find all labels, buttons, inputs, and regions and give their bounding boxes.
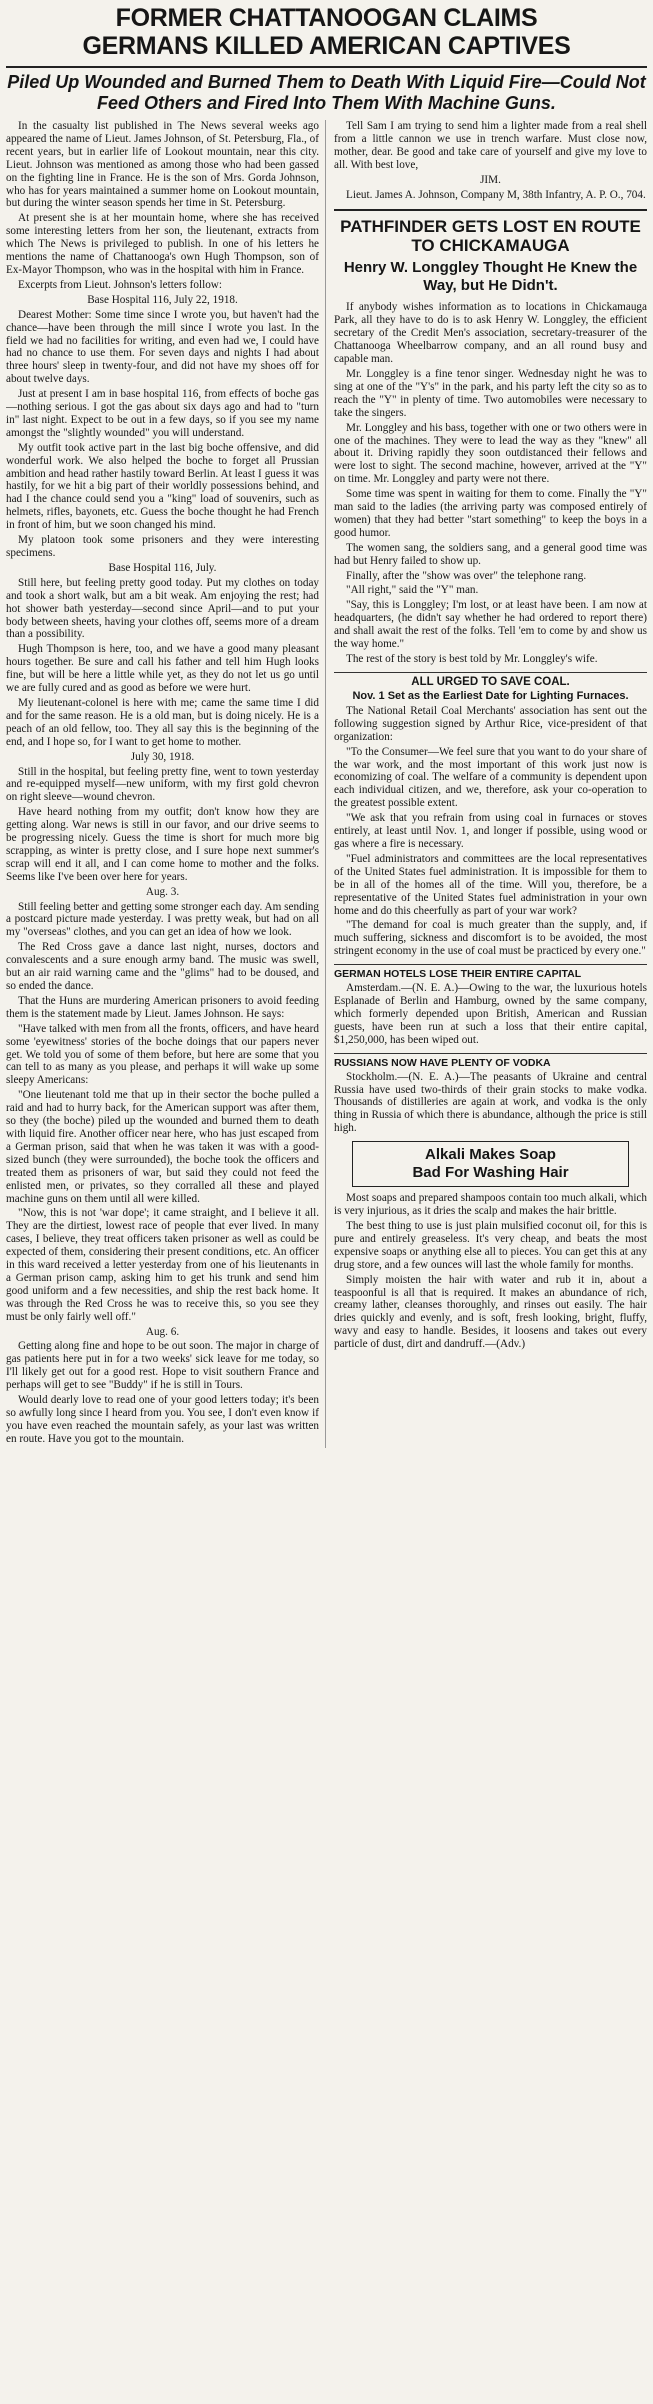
left-paragraph: "One lieutenant told me that up in their sector the boche pulled a raid and had to hurry back, for the American support was after them, so they (the boche) piled up the wounded and burned them to death with liquid fire. Another officer near here, who has just escaped from a German prison, said that when he was taken it was with a good-sized bunch (they were surrounded), the boche took the officers and treated them as prisoners of war, but said they could not feed the enlisted men, or privates, so they corralled all these and played machine guns on them until all were killed. [6,1089,319,1205]
coal-paragraph: "We ask that you refrain from using coal in furnaces or stoves entirely, at least until Nov. 1, and longer if possible, using wood or gas where a fire is necessary. [334,812,647,850]
letter-signature: JIM. [480,173,501,186]
letter-dateline: Aug. 3. [145,885,180,898]
coal-headline: ALL URGED TO SAVE COAL. [334,672,647,688]
pathfinder-paragraph: "Say, this is Longgley; I'm lost, or at least have been. I am now at headquarters, (he didn't say whether he had ordered to report there) and shall await the rest of the folks. Tell 'em to come by and show us the way home." [334,599,647,651]
left-paragraph: Hugh Thompson is here, too, and we have a good many pleasant hours together. Be sure and call his father and tell him Hugh looks fine, but will be here a little while yet, as they do not let us go until we are fully cured and as good as before we were hurt. [6,643,319,695]
left-paragraph: In the casualty list published in The News several weeks ago appeared the name of Lieut. James Johnson, of St. Petersburg, Fla., of recent years, but in earlier life of Lookout mountain, near this city. Lieut. Johnson was mentioned as among those who had been gassed on the fighting line in France. He is the son of Mrs. Gorda Johnson, who has for years maintained a summer home on Lookout mountain, but during the winter season spends her time in St. Petersburg. [6,120,319,210]
left-column [6,120,326,1448]
pathfinder-paragraph: Finally, after the "show was over" the telephone rang. [346,569,587,582]
soap-headline-line1: Alkali Makes Soap [425,1146,556,1164]
vodka-headline: RUSSIANS NOW HAVE PLENTY OF VODKA [334,1053,647,1069]
pathfinder-paragraph: The women sang, the soldiers sang, and a general good time was had but Henry failed to show up. [334,541,647,567]
main-headline [6,4,647,60]
pathfinder-paragraph: Mr. Longgley and his bass, together with one or two others were in one of the machines. They were to lead the way as they "knew" all about it. Driving rapidly they soon outdistanced their fellows and were lost to sight. The second machine, however, arrived at the "Y" on time. Mr. Longgley and party were not there. [334,421,647,486]
left-paragraph: "Have talked with men from all the fronts, officers, and have heard some 'eyewitness' stories of the boche doings that our papers never get. We told you of some of them before, but here are some that you can tell to as many as you please, and perhaps it will wake up some sleepy Americans: [6,1022,319,1087]
letter-dateline: July 30, 1918. [130,750,195,763]
vodka-paragraph: Stockholm.—(N. E. A.)—The peasants of Ukraine and central Russia have used two-thirds of their grain stocks to make vodka. Thousands of distilleries are again at work, and vodka is the only thing in Russia of which there is abundance, although the price is still high. [334,1070,647,1135]
pathfinder-headline: PATHFINDER GETS LOST EN ROUTE TO CHICKAMAUGA [334,209,647,255]
pathfinder-paragraph: If anybody wishes information as to locations in Chickamauga Park, all they have to do is to ask Henry W. Longgley, the efficient secretary of the Credit Men's association, secretary-treasurer of the Chattanooga Wheelbarrow company, and an all round busy and capable man. [334,301,647,366]
left-paragraph: "Now, this is not 'war dope'; it came straight, and I believe it all. They are the dirtiest, lowest race of people that ever lived. In many cases, I believe, they treat officers taken prisoner as well as could be expected of them, considering their present conditions, etc. An officer in this ward received a letter yesterday from one of his lieutenants in a German prison camp, asking him to get his trunk and send him good uniform and a few necessities, and ship the rest back home. It was through the Red Cross he was to receive this, so you see they must be only fairly well off." [6,1207,319,1323]
newspaper-page [6,4,647,2396]
pathfinder-paragraph: Mr. Longgley is a fine tenor singer. Wednesday night he was to sing at one of the "Y's" in the park, and his party left the city so as to reach the "Y" in plenty of time. Two automobiles were necessary to take the singers. [334,367,647,419]
left-paragraph: Just at present I am in base hospital 116, from effects of boche gas—nothing serious. I got the gas about six days ago and had to "turn in" last night. Expect to be out in a few days, so if you see my name amongst the "slightly wounded" you will understand. [6,388,319,439]
left-paragraph: That the Huns are murdering American prisoners to avoid feeding them is the statement made by Lieut. James Johnson. He says: [6,994,319,1020]
left-paragraph: Still in the hospital, but feeling pretty fine, went to town yesterday and re-equipped myself—new uniform, with my first gold chevron on right sleeve—wound chevron. [6,765,319,804]
left-paragraph: My platoon took some prisoners and they were interesting specimens. [6,534,319,559]
letter-address: Lieut. James A. Johnson, Company M, 38th Infantry, A. P. O., 704. [346,188,646,201]
soap-headline-box [352,1141,629,1187]
coal-paragraph: "The demand for coal is much greater than the supply, and, if much suffering, sickness and discomfort is to be avoided, the most stringent economy in the use of coal must be practiced by every one." [334,919,647,958]
soap-paragraph: Simply moisten the hair with water and rub it in, about a teaspoonful is all that is required. It makes an abundance of rich, creamy lather, cleanses thoroughly, and rinses out easily. The hair dries quickly and evenly, and is soft, fresh looking, bright, fluffy, wavy and easy to handle. Besides, it loosens and takes out every particle of dust, dirt and dandruff.—(Adv.) [334,1273,647,1351]
pathfinder-paragraph: Some time was spent in waiting for them to come. Finally the "Y" man said to the ladies (the arriving party was composed entirely of women) that they had better "start something" to keep the boys in a good humor. [334,488,647,539]
soap-paragraph: The best thing to use is just plain mulsified coconut oil, for this is pure and entirely greaseless. It's very cheap, and beats the most expensive soaps or anything else all to pieces. You can get this at any drug store, and a few ounces will last the whole family for months. [334,1220,647,1271]
main-headline-line2: GERMANS KILLED AMERICAN CAPTIVES [82,32,571,60]
coal-paragraph: "To the Consumer—We feel sure that you want to do your share of the war work, and the most important of this work just now is economizing of coal. The welfare of a community is dependent upon each individual citizen, and we, therefore, ask your co-operation to the greatest possible extent. [334,745,647,810]
right-column [334,120,647,1448]
article-columns [6,120,647,1448]
pathfinder-paragraph: "All right," said the "Y" man. [346,584,479,597]
left-paragraph: Getting along fine and hope to be out soon. The major in charge of gas patients here put in for a two weeks' sick leave for me today, so I'll likely get out for a good rest. Hope to visit southern France and perhaps will get to see "Buddy" if he is still in Tours. [6,1340,319,1392]
left-paragraph: Still feeling better and getting some stronger each day. Am sending a postcard picture made yesterday. I was pretty weak, but had on all my "overseas" clothes, and you can get an idea of how we look. [6,900,319,939]
left-paragraph: My lieutenant-colonel is here with me; came the same time I did and for the same reason. He is a old man, but is doing nicely. He is a peach of an old fellow, too. They all say this is the beginning of the end, and I hope so, for I want to get home to mother. [6,696,319,748]
letter-dateline: Base Hospital 116, July. [108,561,217,574]
letter-closing: Tell Sam I am trying to send him a lighter made from a real shell from a little cannon we use in trench warfare. Must close now, mother, dear. Be good and take care of yourself and give my love to all. With best love, [334,120,647,171]
soap-paragraph: Most soaps and prepared shampoos contain too much alkali, which is very injurious, as it dries the scalp and makes the hair brittle. [334,1192,647,1218]
headline-rule [6,66,647,68]
left-paragraph: Have heard nothing from my outfit; don't know how they are getting along. War news is still in our favor, and our drive seems to be progressing nicely. Guess the time is short for much more big scrapping, as winter is pretty close, and I sure hope next summer's scrap will end it all, and I can come home to mother and the folks. Seems like I've been over here for years. [6,806,319,883]
hotels-paragraph: Amsterdam.—(N. E. A.)—Owing to the war, the luxurious hotels Esplanade of Berlin and Hamburg, owned by the same company, which formerly depended upon British, American and Russian guests, have been run at such a loss that their entire capital, $1,250,000, has been wiped out. [334,982,647,1046]
left-paragraph: Still here, but feeling pretty good today. Put my clothes on today and took a short walk, but am a bit weak. Am enjoying the rest; had hot shower bath yesterday—second since April—and to put your body between sheets, having your clothes off, seems more of a dream than a possibility. [6,576,319,641]
hotels-headline: GERMAN HOTELS LOSE THEIR ENTIRE CAPITAL [334,964,647,980]
left-paragraph: My outfit took active part in the last big boche offensive, and did wonderful work. We also helped the boche to forget all Prussian ambition and head rather hastily toward Berlin. At least I guess it was hastily, for we hit a big part of their worldly possessions behind, and had I the chance could send you a "king" load of souvenirs, such as helmets, rifles, bayonets, etc. Guess the boche thought he had French in front of him, but we soon changed his mind. [6,441,319,532]
main-headline-line1: FORMER CHATTANOOGAN CLAIMS [115,4,538,32]
main-deck: Piled Up Wounded and Burned Them to Death With Liquid Fire—Could Not Feed Others and Fired Into Them With Machine Guns. [7,72,646,113]
letter-dateline: Aug. 6. [145,1325,180,1338]
soap-headline-line2: Bad For Washing Hair [412,1164,569,1182]
coal-paragraph: The National Retail Coal Merchants' association has sent out the following suggestion signed by Arthur Rice, vice-president of that organization: [334,704,647,743]
coal-paragraph: "Fuel administrators and committees are the local representatives of the United States fuel administration. It is impossible for them to be in all of the homes all of the time. Will you, therefore, be a representative of the United States fuel administration in your own home and do this cheerfully as part of your war work? [334,852,647,917]
left-paragraph: Excerpts from Lieut. Johnson's letters follow: [18,278,222,291]
letter-dateline: Base Hospital 116, July 22, 1918. [87,293,238,306]
left-paragraph: At present she is at her mountain home, where she has received some interesting letters from her son, the lieutenant, extracts from which The News is privileged to publish. In one of his letters he mentions the name of Chattanooga's own Hugh Thompson, son of Ex-Mayor Thompson, who was in the hospital with him in France. [6,212,319,276]
left-paragraph: The Red Cross gave a dance last night, nurses, doctors and convalescents and a sure enough army band. The music was swell, but an air raid warning came and the "glims" had to be doused, and so ended the dance. [6,941,319,992]
pathfinder-deck: Henry W. Longgley Thought He Knew the Way, but He Didn't. [343,259,638,295]
pathfinder-paragraph: The rest of the story is best told by Mr. Longgley's wife. [346,653,598,665]
coal-deck: Nov. 1 Set as the Earliest Date for Lighting Furnaces. [352,689,629,702]
left-paragraph: Would dearly love to read one of your good letters today; it's been so awfully long since I heard from you. You see, I don't even know if you have even reached the mountain safely, as your last was written en route. Have you got to the mountain. [6,1394,319,1445]
left-paragraph: Dearest Mother: Some time since I wrote you, but haven't had the chance—have been through the mill since I wrote you last. In the field we had no facilities for writing, and even had we, I could have had no chance to use them. For seven days and nights I had about three hours' sleep in twenty-four, and did not have my shoes off for about twelve days. [6,308,319,386]
